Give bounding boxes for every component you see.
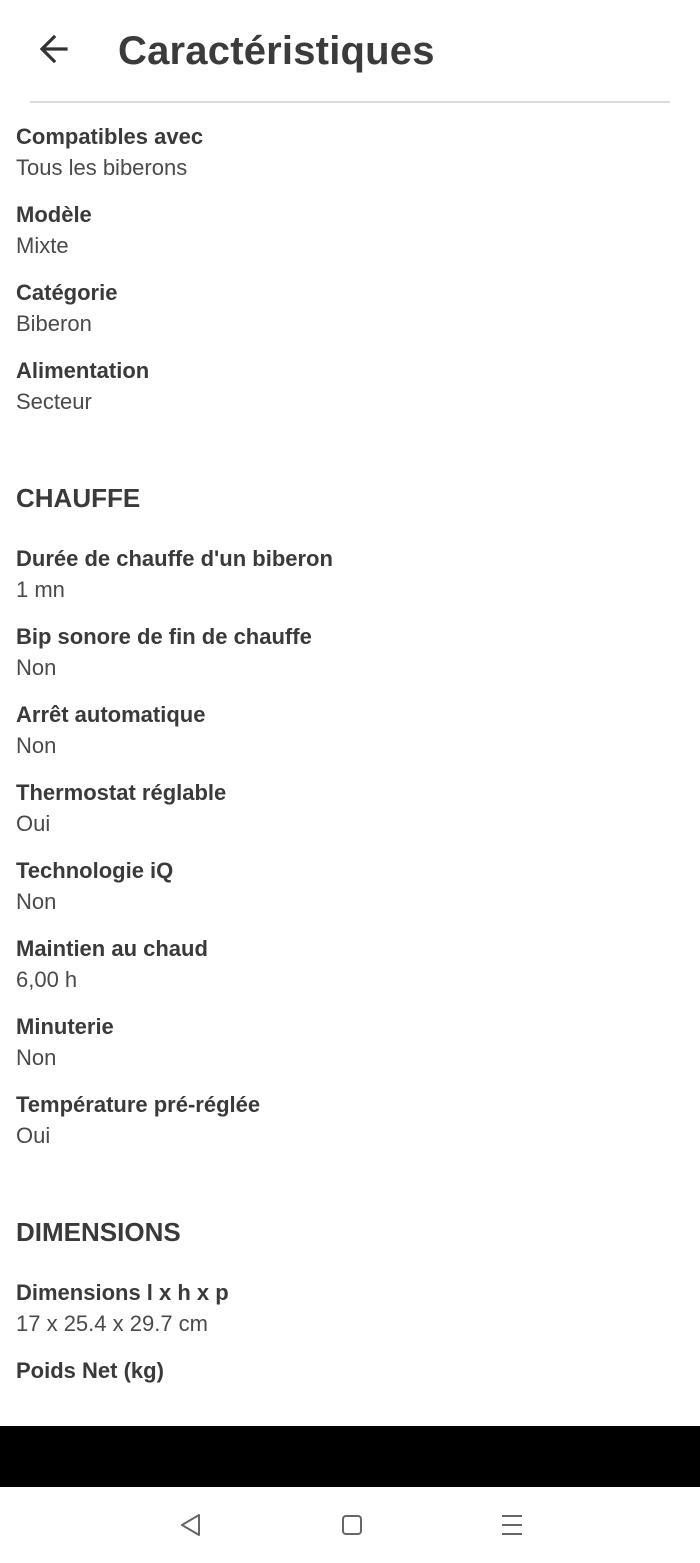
spec-item: [0, 778, 700, 839]
spec-label: Minuterie: [16, 1014, 114, 1039]
header-divider: [30, 101, 670, 103]
black-bar: [0, 1426, 700, 1487]
spec-label: Modèle: [16, 202, 92, 227]
page-title: Caractéristiques: [118, 29, 435, 73]
spec-item: [0, 200, 700, 261]
spec-item: [0, 1356, 700, 1386]
spec-item: [0, 700, 700, 761]
triangle-back-icon: [178, 1512, 204, 1538]
spec-value: Secteur: [16, 389, 92, 414]
spec-value: Tous les biberons: [16, 155, 188, 180]
spec-item: [0, 1278, 700, 1339]
spec-item: [0, 544, 700, 605]
spec-item: [0, 1012, 700, 1073]
section-title-chauffe: CHAUFFE: [16, 483, 141, 513]
system-back-button[interactable]: [169, 1505, 213, 1545]
spec-label: Bip sonore de fin de chauffe: [16, 624, 312, 649]
spec-label: Technologie iQ: [16, 858, 174, 883]
spec-label: Poids Net (kg): [16, 1358, 164, 1383]
spec-value: Non: [16, 733, 57, 758]
spec-value: 17 x 25.4 x 29.7 cm: [16, 1311, 208, 1336]
spec-value: Oui: [16, 811, 51, 836]
spec-label: Compatibles avec: [16, 124, 204, 149]
spec-item: [0, 356, 700, 417]
spec-item: [0, 122, 700, 183]
spec-label: Alimentation: [16, 358, 150, 383]
arrow-left-icon: [36, 31, 72, 67]
spec-label: Dimensions l x h x p: [16, 1280, 229, 1305]
spec-value: Non: [16, 889, 57, 914]
top-app-bar: [0, 0, 700, 104]
spec-label: Catégorie: [16, 280, 118, 305]
spec-list[interactable]: [0, 104, 700, 1394]
spec-value: 6,00 h: [16, 967, 78, 992]
back-button[interactable]: [30, 27, 78, 71]
square-home-icon: [340, 1513, 364, 1537]
spec-item: [0, 934, 700, 995]
spec-label: Durée de chauffe d'un biberon: [16, 546, 333, 571]
spec-item: [0, 856, 700, 917]
system-home-button[interactable]: [330, 1505, 374, 1545]
system-nav-bar: [0, 1487, 700, 1563]
spec-item: [0, 278, 700, 339]
hamburger-menu-icon: [499, 1512, 525, 1538]
spec-item: [0, 1090, 700, 1151]
spec-item: [0, 622, 700, 683]
system-menu-button[interactable]: [490, 1505, 534, 1545]
spec-value: Oui: [16, 1123, 51, 1148]
spec-value: Non: [16, 1045, 57, 1070]
spec-value: Non: [16, 655, 57, 680]
spec-label: Thermostat réglable: [16, 780, 227, 805]
section-title-dimensions: DIMENSIONS: [16, 1217, 181, 1247]
spec-value: Mixte: [16, 233, 69, 258]
spec-label: Maintien au chaud: [16, 936, 208, 961]
spec-value: 1 mn: [16, 577, 65, 602]
spec-value: Biberon: [16, 311, 92, 336]
spec-label: Arrêt automatique: [16, 702, 206, 727]
spec-label: Température pré-réglée: [16, 1092, 261, 1117]
